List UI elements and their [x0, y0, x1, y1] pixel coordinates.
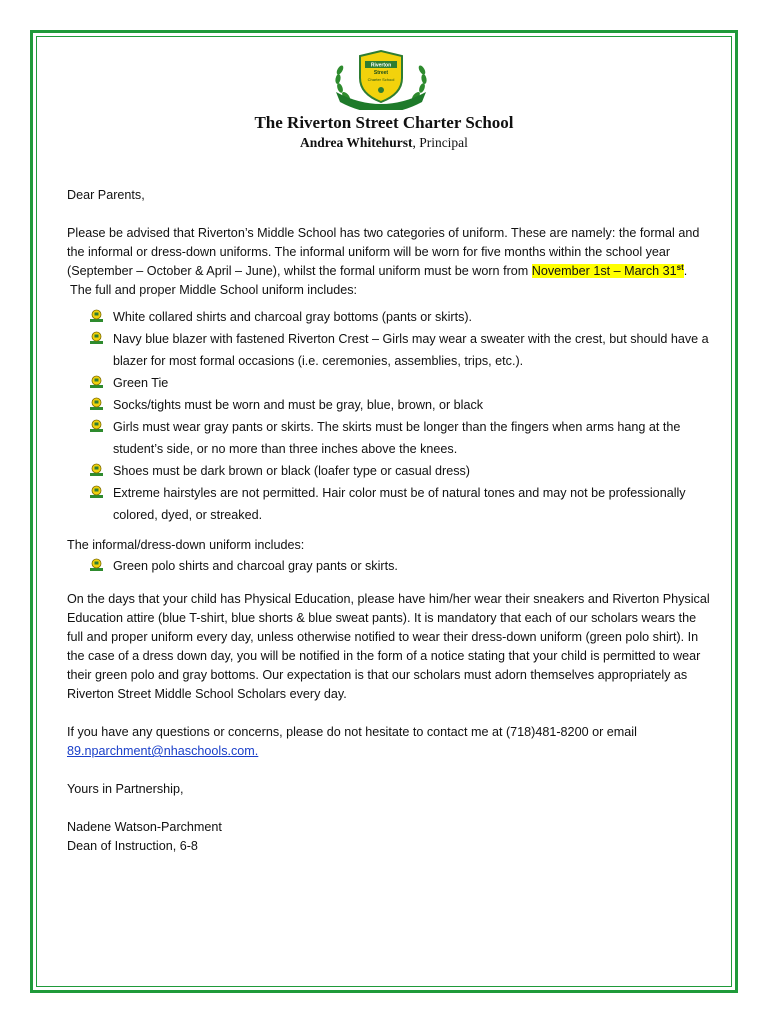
formal-dates: November 1st – March 31: [531, 264, 677, 278]
pe-paragraph: On the days that your child has Physical Education, please have him/her wear their sneakers and Riverton Physical Education attire (blue T-shirt, blue shorts & blue sweat pants). It is mandatory that each of our scholars wears the full and proper uniform every day, unless otherwise notified to wear their dress-down uniform (green polo shirt). In the case of a dress down day, you will be notified in the form of a notice stating that your child is permitted to wear their green polo and gray bottoms. Our expectation is that our scholars must adorn themselves appropriately as Riverton Street Middle School Scholars every day.: [67, 592, 710, 701]
bullet-icon: [89, 558, 104, 572]
crest-text-2: Street: [373, 70, 389, 76]
principal-name: Andrea Whitehurst: [300, 135, 413, 150]
school-crest-icon: [326, 48, 436, 110]
list-item: Green polo shirts and charcoal gray pants or skirts.: [89, 555, 715, 577]
school-name: The Riverton Street Charter School: [254, 113, 514, 132]
formal-heading: The full and proper Middle School uniform includes:: [70, 283, 358, 297]
formal-dates-sup: st: [676, 262, 684, 272]
intro-text: Please be advised that Riverton’s Middle School has two categories of uniform. These are namely: the formal and the informal or dress-down uniforms. The informal uniform will be worn for five months within the school year (September – October & April – June), whilst the formal uniform must be worn from: [67, 226, 700, 278]
bullet-icon: [89, 331, 104, 345]
bullet-icon: [89, 485, 104, 499]
email-link[interactable]: 89.nparchment@nhaschools.com.: [67, 744, 259, 758]
informal-uniform-list: [67, 555, 715, 577]
formal-uniform-list: [67, 306, 715, 526]
list-item: White collared shirts and charcoal gray bottoms (pants or skirts).: [89, 306, 715, 328]
principal-title: , Principal: [412, 135, 468, 150]
intro-end: .: [683, 264, 688, 278]
principal-line: [0, 135, 768, 151]
list-item: Shoes must be dark brown or black (loafer type or casual dress): [89, 460, 715, 482]
list-item: Green Tie: [89, 372, 715, 394]
list-item: Socks/tights must be worn and must be gray, blue, brown, or black: [89, 394, 715, 416]
contact-text: If you have any questions or concerns, please do not hesitate to contact me at (718)481-8200 or email: [67, 725, 637, 739]
formal-dates-highlight: [532, 264, 684, 278]
bullet-icon: [89, 397, 104, 411]
closing: Yours in Partnership,: [67, 782, 184, 796]
signer-title: Dean of Instruction, 6-8: [67, 839, 198, 853]
bullet-icon: [89, 419, 104, 433]
crest-text-3: Charter School: [367, 77, 395, 82]
list-item: Extreme hairstyles are not permitted. Hair color must be of natural tones and may not be professionally colored, dyed, or streaked.: [89, 482, 715, 526]
letter-body: [67, 186, 715, 856]
bullet-icon: [89, 463, 104, 477]
list-item: Girls must wear gray pants or skirts. The skirts must be longer than the fingers when arms hang at the student’s side, or no more than three inches above the knees.: [89, 416, 715, 460]
bullet-icon: [89, 309, 104, 323]
bullet-icon: [89, 375, 104, 389]
informal-heading: The informal/dress-down uniform includes:: [67, 538, 305, 552]
list-item: Navy blue blazer with fastened Riverton Crest – Girls may wear a sweater with the crest, but should have a blazer for most formal occasions (i.e. ceremonies, assemblies, trips, etc.).: [89, 328, 715, 372]
signer-name: Nadene Watson-Parchment: [67, 820, 222, 834]
crest-text-1: Riverton: [370, 62, 392, 69]
salutation: Dear Parents,: [67, 188, 145, 202]
intro-paragraph: [67, 224, 715, 281]
